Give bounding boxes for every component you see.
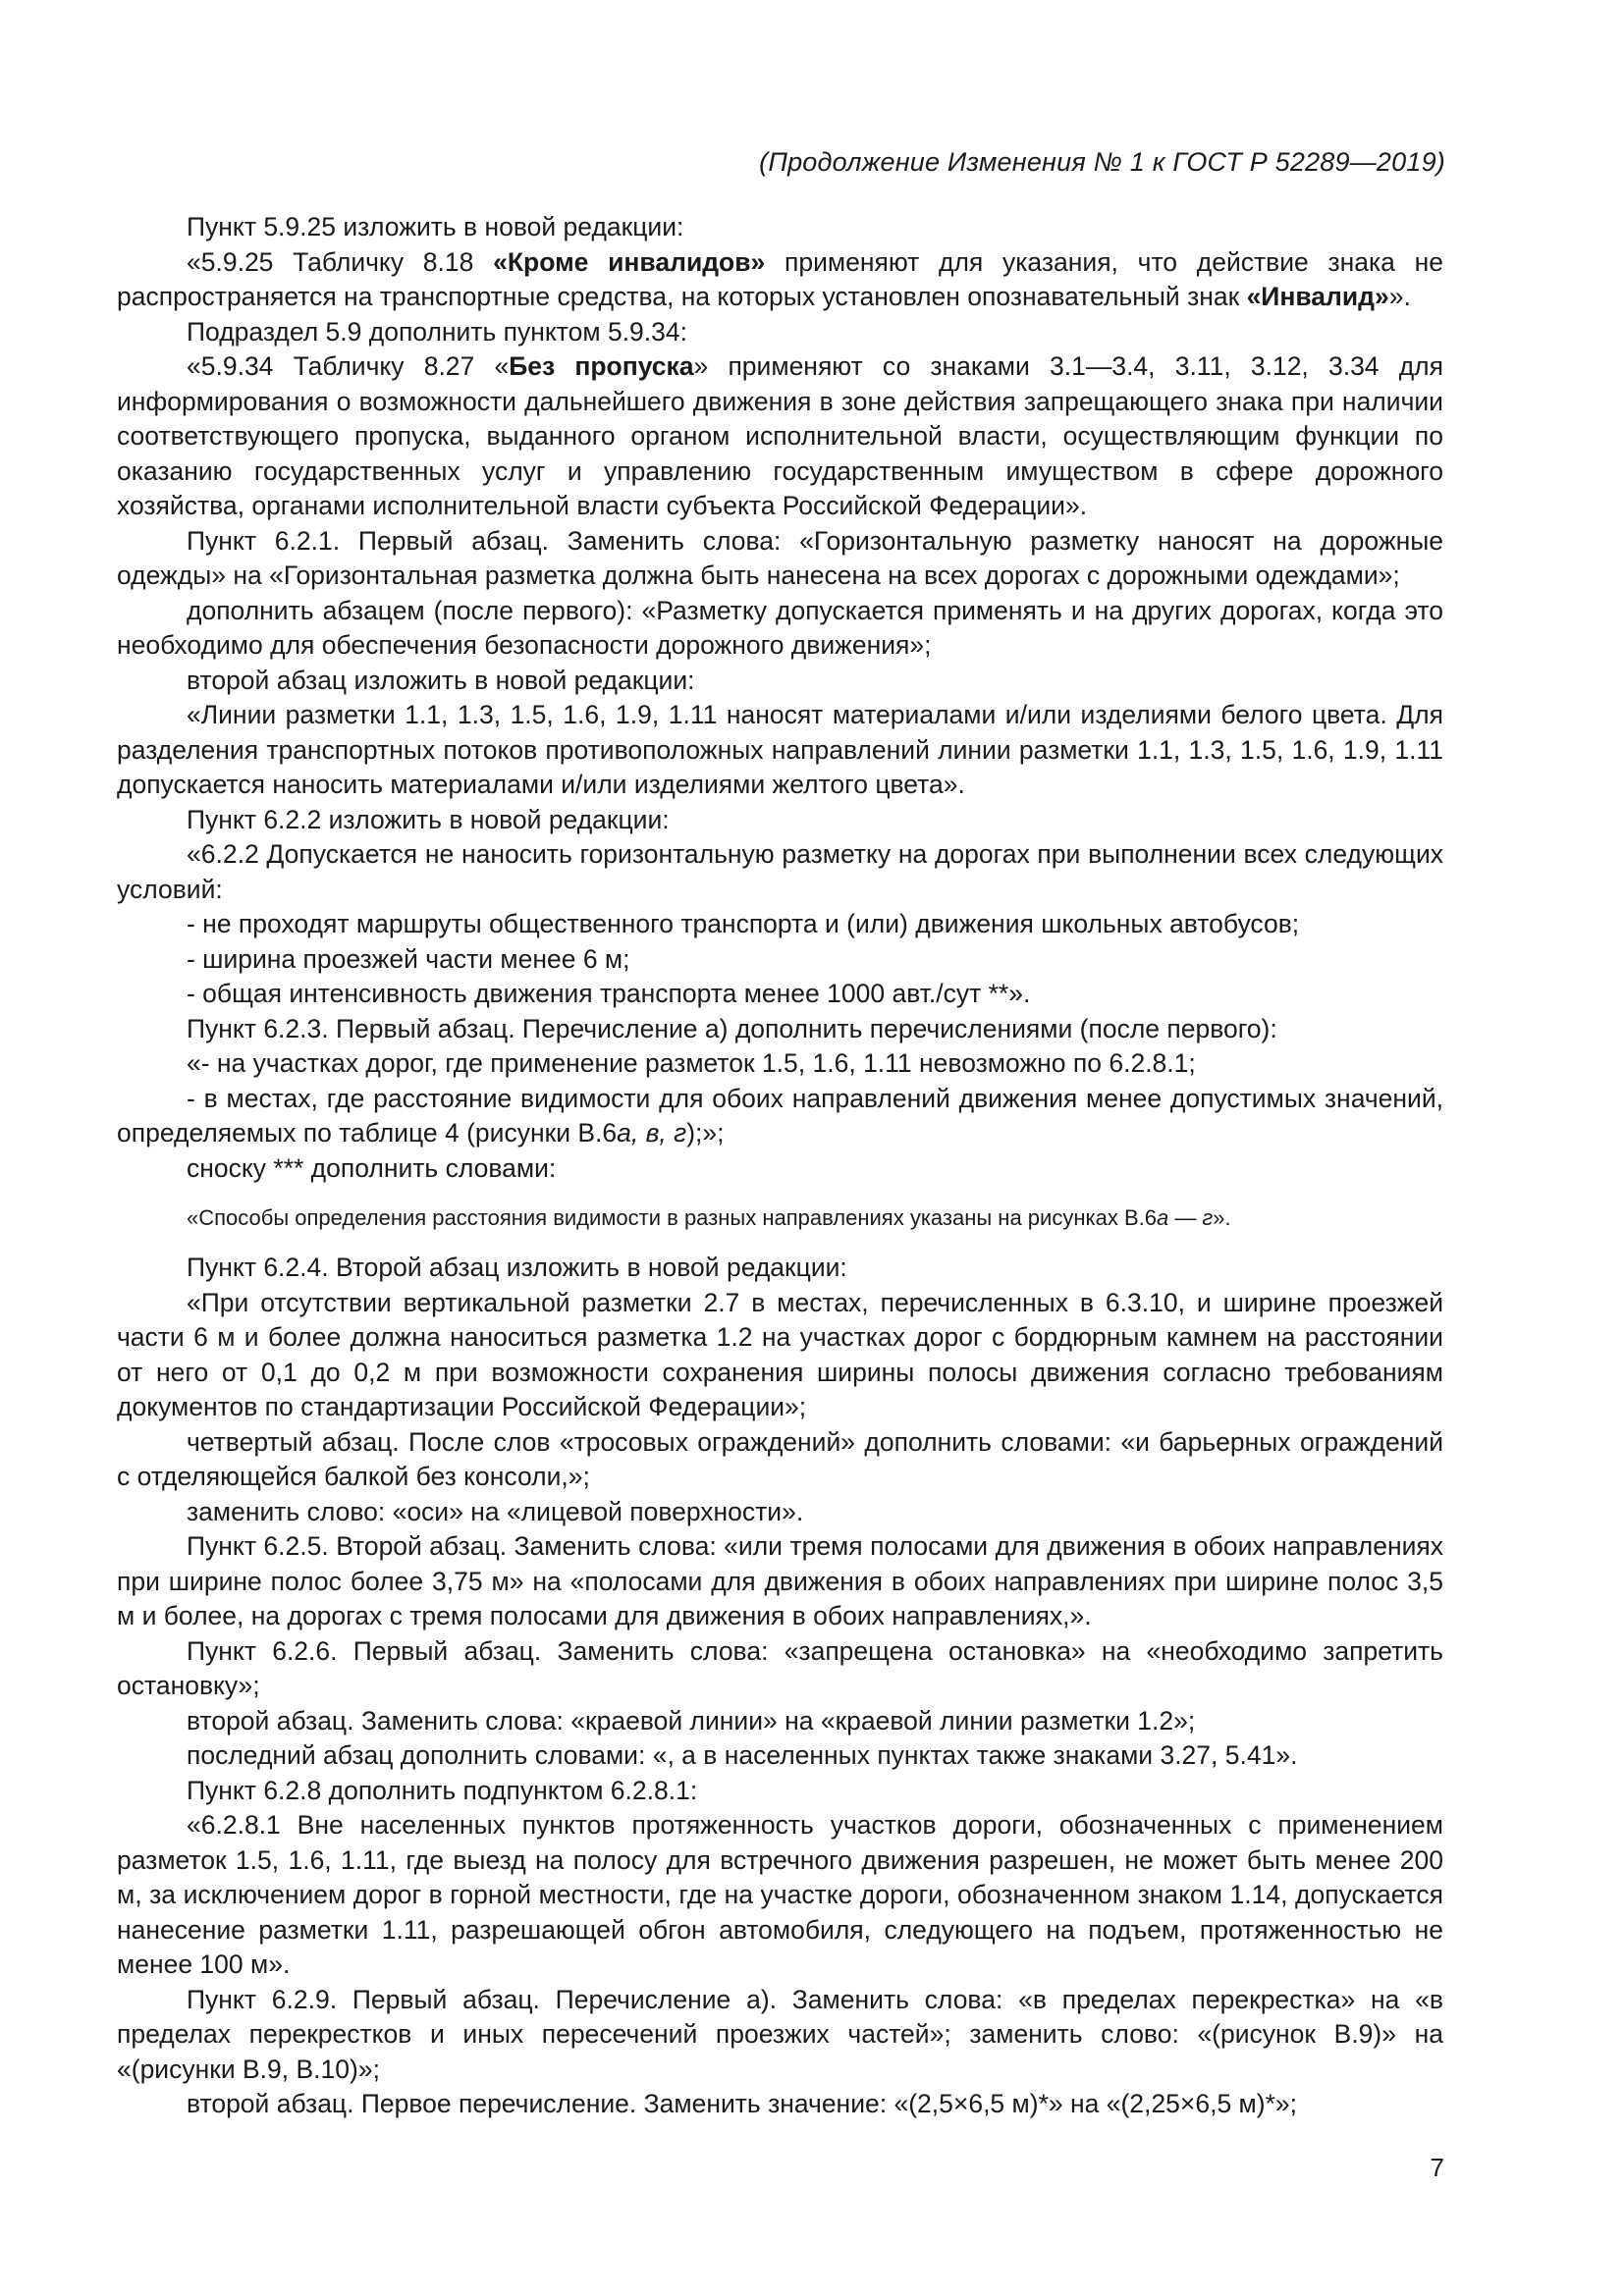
paragraph (117, 1425, 1443, 1495)
paragraph (117, 977, 1443, 1012)
paragraph (117, 1495, 1443, 1530)
paragraph (117, 2087, 1443, 2122)
paragraph (117, 1983, 1443, 2088)
text-run: » применяют со знаками 3.1—3.4, 3.11, 3.12, 3.34 для информирования о возможности дальнейшего движения в зоне действия запрещающего знака при наличии соответствующего пропуска, выданного органом исполнительной власти, осуществляющим функции по оказанию государственных услуг и управлению государственным имуществом в сфере дорожного хозяйства, органами исполнительной власти субъекта Российской Федерации». (117, 351, 1443, 520)
paragraph (117, 1738, 1443, 1774)
text-run: Пункт 6.2.3. Первый абзац. Перечисление а) дополнить перечислениями (после первого): (187, 1013, 1277, 1043)
text-run: ». (1213, 1205, 1231, 1230)
paragraph (117, 594, 1443, 664)
text-run: - в местах, где расстояние видимости для обоих направлений движения менее допустимых значений, определяемых по таблице 4 (рисунки В.6 (117, 1083, 1443, 1148)
document-body (117, 210, 1443, 2122)
text-run: - ширина проезжей части менее 6 м; (187, 943, 630, 974)
paragraph (117, 1082, 1443, 1151)
paragraph (117, 1704, 1443, 1739)
paragraph (117, 1012, 1443, 1047)
page-number: 7 (1430, 2153, 1444, 2182)
text-run: заменить слово: «оси» на «лицевой поверхности». (187, 1496, 804, 1526)
text-run: четвертый абзац. После слов «тросовых ограждений» дополнить словами: «и барьерных ограждений с отделяющейся балкой без консоли,»; (117, 1426, 1443, 1491)
text-run: Пункт 6.2.9. Первый абзац. Перечисление а). Заменить слова: «в пределах перекрестка» на «в пределах перекрестков и иных пересечений проезжих частей»; заменить слово: «(рисунок В.9)» на «(рисунки В.9, В.10)»; (117, 1984, 1443, 2084)
italic-text: а — г (1156, 1205, 1214, 1230)
text-run: «При отсутствии вертикальной разметки 2.7 в местах, перечисленных в 6.3.10, и ширине проезжей части 6 м и более должна наноситься разметка 1.2 на участках дорог с бордюрным камнем на расстоянии от него от 0,1 до 0,2 м при возможности сохранения ширины полосы движения согласно требованиям документов по стандартизации Российской Федерации»; (117, 1287, 1443, 1421)
text-run: «- на участках дорог, где применение разметок 1.5, 1.6, 1.11 невозможно по 6.2.8.1; (187, 1048, 1196, 1078)
paragraph (117, 837, 1443, 907)
text-run: ». (1388, 282, 1411, 311)
text-run: последний абзац дополнить словами: «, а в населенных пунктах также знаками 3.27, 5.41». (187, 1740, 1298, 1770)
bold-text: «Инвалид» (1246, 282, 1389, 311)
text-run: Пункт 6.2.5. Второй абзац. Заменить слова: «или тремя полосами для движения в обоих направлениях при ширине полос более 3,75 м» на «полосами для движения в обоих направлениях при ширине полос 3,5 м и более, на дорогах с тремя полосами для движения в обоих направлениях,». (117, 1531, 1443, 1630)
paragraph (117, 1529, 1443, 1634)
text-run: «Линии разметки 1.1, 1.3, 1.5, 1.6, 1.9, 1.11 наносят материалами и/или изделиями белого цвета. Для разделения транспортных потоков противоположных направлений линии разметки 1.1, 1.3, 1.5, 1.6, 1.9, 1.11 допускается наносить материалами и/или изделиями желтого цвета». (117, 700, 1443, 799)
paragraph (117, 698, 1443, 803)
text-run: сноску *** дополнить словами: (187, 1152, 557, 1183)
text-run: «5.9.25 Табличку 8.18 (187, 246, 494, 277)
paragraph (117, 1046, 1443, 1082)
paragraph (117, 315, 1443, 350)
paragraph (117, 942, 1443, 978)
text-run: Подраздел 5.9 дополнить пунктом 5.9.34: (187, 316, 687, 347)
paragraph (117, 210, 1443, 245)
paragraph (117, 1774, 1443, 1809)
paragraph (117, 349, 1443, 524)
italic-text: а, в, г (617, 1118, 687, 1148)
paragraph (117, 1286, 1443, 1425)
text-run: «Способы определения расстояния видимости в разных направлениях указаны на рисунках В.6 (187, 1205, 1157, 1230)
text-run: Пункт 5.9.25 изложить в новой редакции: (187, 212, 684, 241)
text-run: - общая интенсивность движения транспорта менее 1000 авт./сут **». (187, 979, 1031, 1008)
text-run: второй абзац изложить в новой редакции: (187, 665, 695, 695)
text-run: дополнить абзацем (после первого): «Разметку допускается применять и на других дорогах, когда это необходимо для обеспечения безопасности дорожного движения»; (117, 595, 1443, 660)
paragraph (117, 1251, 1443, 1286)
paragraph (117, 1808, 1443, 1983)
text-run: «5.9.34 Табличку 8.27 « (187, 351, 510, 381)
bold-text: «Кроме инвалидов» (493, 246, 766, 277)
text-run: Пункт 6.2.6. Первый абзац. Заменить слова: «запрещена остановка» на «необходимо запретить остановку»; (117, 1635, 1443, 1700)
paragraph (117, 1634, 1443, 1704)
text-run: Пункт 6.2.1. Первый абзац. Заменить слова: «Горизонтальную разметку наносят на дорожные одежды» на «Горизонтальная разметка должна быть нанесена на всех дорогах с дорожными одеждами»; (117, 525, 1443, 590)
paragraph (117, 1203, 1443, 1233)
paragraph (117, 245, 1443, 315)
text-run: Пункт 6.2.8 дополнить подпунктом 6.2.8.1: (187, 1775, 698, 1805)
text-run: «6.2.2 Допускается не наносить горизонтальную разметку на дорогах при выполнении всех следующих условий: (117, 839, 1443, 904)
text-run: применяют для указания, что действие знака не распространяется на транспортные средства, на которых установлен опознавательный знак (117, 246, 1444, 311)
text-run: - не проходят маршруты общественного транспорта и (или) движения школьных автобусов; (187, 909, 1300, 938)
continuation-header: (Продолжение Изменения № 1 к ГОСТ Р 52289—2019) (759, 147, 1445, 177)
text-run: второй абзац. Первое перечисление. Заменить значение: «(2,5×6,5 м)*» на «(2,25×6,5 м)*»; (187, 2089, 1297, 2118)
text-run: второй абзац. Заменить слова: «краевой линии» на «краевой линии разметки 1.2»; (187, 1705, 1196, 1735)
bold-text: Без пропуска (509, 351, 694, 381)
text-run: Пункт 6.2.2 изложить в новой редакции: (187, 804, 670, 834)
paragraph (117, 907, 1443, 942)
paragraph (117, 524, 1443, 594)
paragraph (117, 803, 1443, 838)
text-run: Пункт 6.2.4. Второй абзац изложить в новой редакции: (187, 1253, 847, 1282)
paragraph (117, 664, 1443, 699)
text-run: );»; (686, 1118, 725, 1148)
paragraph (117, 1151, 1443, 1187)
text-run: «6.2.8.1 Вне населенных пунктов протяженность участков дороги, обозначенных с применением разметок 1.5, 1.6, 1.11, где выезд на полосу для встречного движения разрешен, не может быть менее 200 м, за исключением дорог в горной местности, где на участке дороги, обозначенном знаком 1.14, допускается нанесение разметки 1.11, разрешающей обгон автомобиля, следующего на подъем, протяженностью не менее 100 м». (117, 1810, 1443, 1979)
